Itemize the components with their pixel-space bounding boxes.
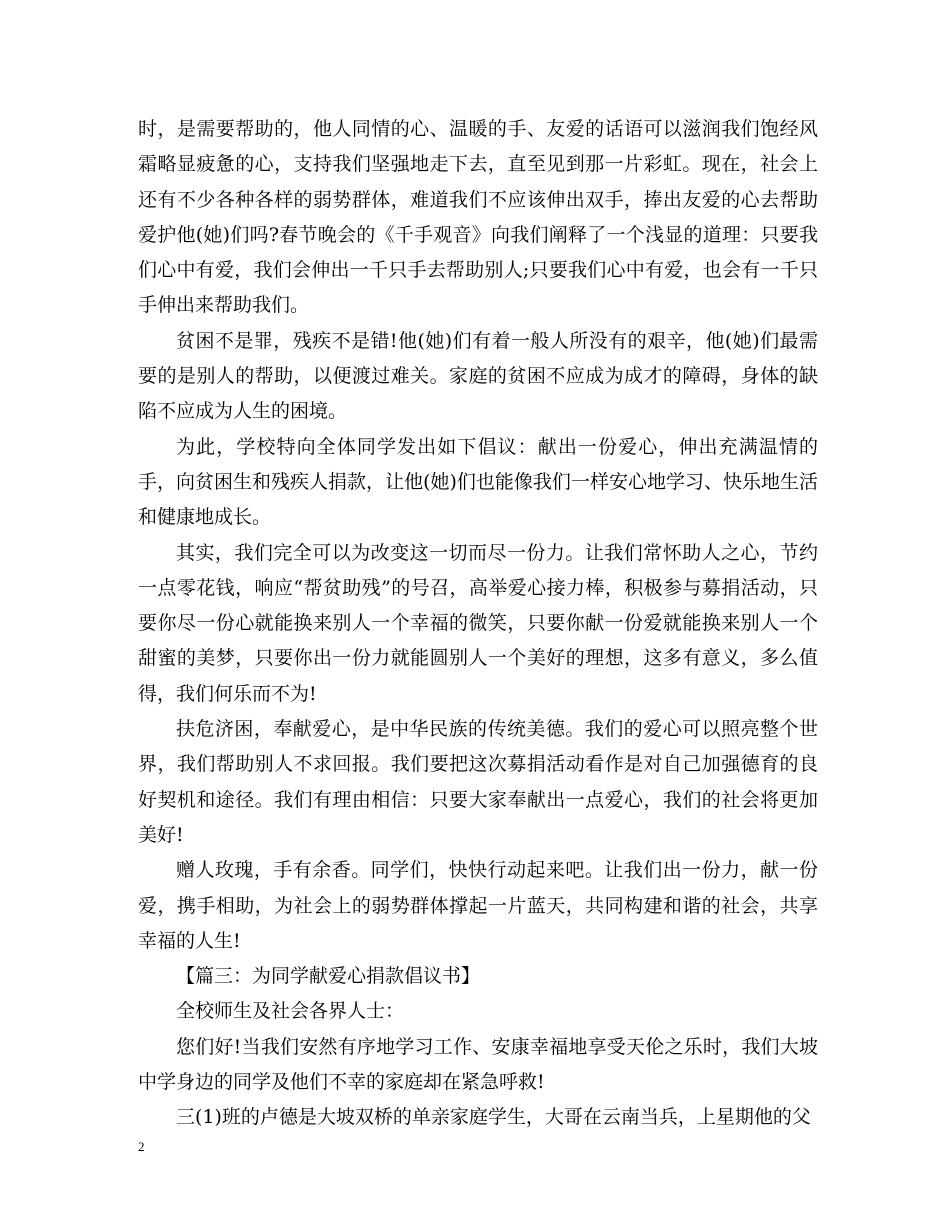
page-number: 2 <box>138 1139 145 1154</box>
paragraph: 时，是需要帮助的，他人同情的心、温暖的手、友爱的话语可以滋润我们饱经风霜略显疲惫的心，支持我们坚强地走下去，直至见到那一片彩虹。现在，社会上还有不少各种各样的弱势群体，难道我们不应该伸出双手，捧出友爱的心去帮助爱护他(她)们吗?春节晚会的《千手观音》向我们阐释了一个浅显的道理：只要我们心中有爱，我们会伸出一千只手去帮助别人;只要我们心中有爱，也会有一千只手伸出来帮助我们。 <box>138 118 818 317</box>
paragraph: 三(1)班的卢德是大坡双桥的单亲家庭学生，大哥在云南当兵，上星期他的父 <box>176 1106 811 1129</box>
section-heading: 【篇三：为同学献爱心捐款倡议书】 <box>176 965 481 988</box>
paragraph: 为此，学校特向全体同学发出如下倡议：献出一份爱心，伸出充满温情的手，向贫困生和残疾人捐款，让他(她)们也能像我们一样安心地学习、快乐地生活和健康地成长。 <box>138 435 818 529</box>
paragraph: 扶危济困，奉献爱心，是中华民族的传统美德。我们的爱心可以照亮整个世界，我们帮助别人不求回报。我们要把这次募捐活动看作是对自己加强德育的良好契机和途径。我们有理由相信：只要大家奉献出一点爱心，我们的社会将更加美好! <box>138 718 818 846</box>
paragraph: 贫困不是罪，残疾不是错!他(她)们有着一般人所没有的艰辛，他(她)们最需要的是别人的帮助，以便渡过难关。家庭的贫困不应成为成才的障碍，身体的缺陷不应成为人生的困境。 <box>138 329 818 423</box>
salutation: 全校师生及社会各界人士： <box>176 1000 405 1023</box>
paragraph: 赠人玫瑰，手有余香。同学们，快快行动起来吧。让我们出一份力，献一份爱，携手相助，为社会上的弱势群体撑起一片蓝天，共同构建和谐的社会，共享幸福的人生! <box>138 859 818 952</box>
paragraph: 您们好!当我们安然有序地学习工作、安康幸福地享受天伦之乐时，我们大坡中学身边的同学及他们不幸的家庭却在紧急呼救! <box>138 1035 818 1094</box>
document-body <box>138 112 818 1136</box>
paragraph: 其实，我们完全可以为改变这一切而尽一份力。让我们常怀助人之心，节约一点零花钱，响应“帮贫助残”的号召，高举爱心接力棒，积极参与募捐活动，只要你尽一份心就能换来别人一个幸福的微笑，只要你献一份爱就能换来别人一个甜蜜的美梦，只要你出一份力就能圆别人一个美好的理想，这多有意义，多么值得，我们何乐而不为! <box>138 541 818 705</box>
